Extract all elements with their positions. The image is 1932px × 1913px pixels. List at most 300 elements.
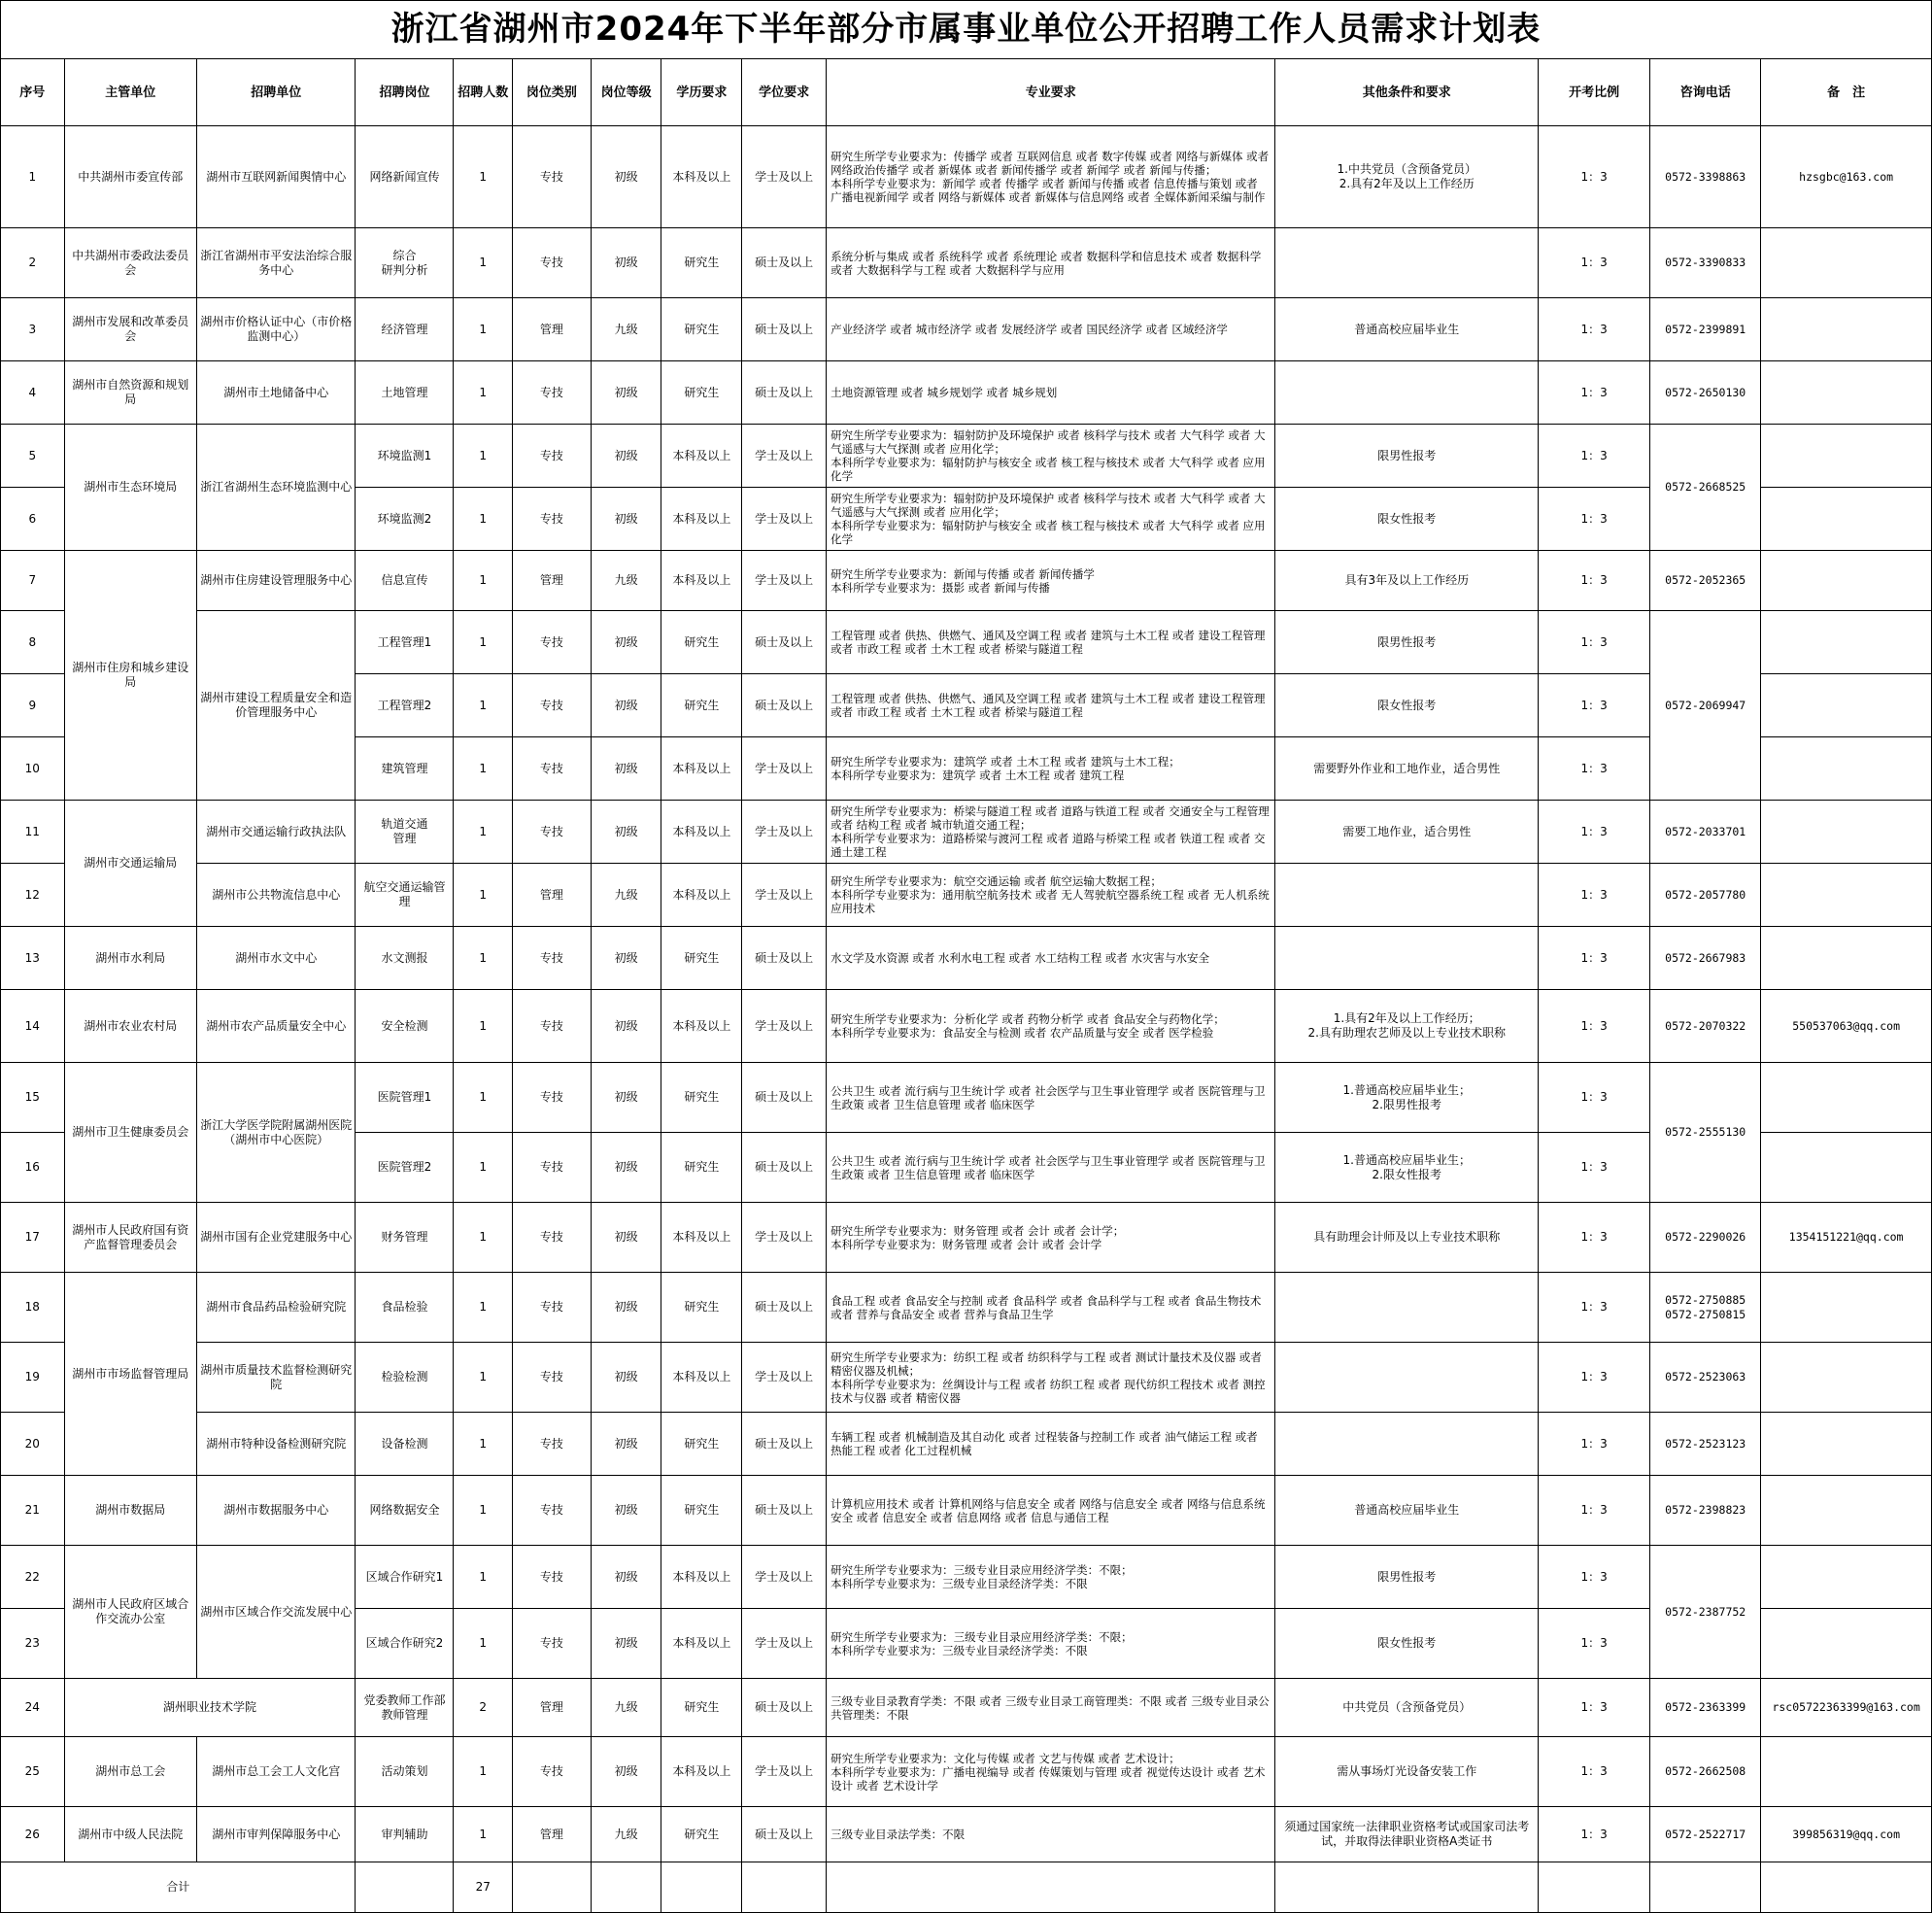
cell-other: 普通高校应届毕业生 (1275, 1476, 1539, 1546)
header-other: 其他条件和要求 (1275, 59, 1539, 126)
cell-type: 专技 (513, 361, 592, 425)
cell-seq: 15 (1, 1063, 65, 1133)
cell-major: 研究生所学专业要求为：三级专业目录应用经济学类：不限； 本科所学专业要求为：三级专业目录经济学类：不限 (827, 1546, 1275, 1609)
cell-post: 网络数据安全 (356, 1476, 454, 1546)
cell-post: 工程管理2 (356, 674, 454, 737)
cell-phone: 0572-2033701 (1650, 801, 1761, 864)
cell-dept: 湖州市数据局 (64, 1476, 196, 1546)
cell-other (1275, 864, 1539, 927)
cell-dept: 湖州市市场监督管理局 (64, 1273, 196, 1476)
cell-edu: 研究生 (661, 1273, 742, 1343)
cell-remark: 550537063@qq.com (1761, 990, 1932, 1063)
cell-unit: 湖州市质量技术监督检测研究院 (196, 1343, 356, 1413)
cell-degree: 学士及以上 (742, 1203, 827, 1273)
cell-type: 管理 (513, 864, 592, 927)
cell-remark: rsc05722363399@163.com (1761, 1679, 1932, 1737)
cell-other (1275, 1413, 1539, 1476)
cell-post: 网络新闻宣传 (356, 126, 454, 228)
cell-major: 水文学及水资源 或者 水利水电工程 或者 水工结构工程 或者 水灾害与水安全 (827, 927, 1275, 990)
cell-post: 医院管理2 (356, 1133, 454, 1203)
cell-post: 食品检验 (356, 1273, 454, 1343)
cell-major: 研究生所学专业要求为：文化与传媒 或者 文艺与传媒 或者 艺术设计； 本科所学专业要求为：广播电视编导 或者 传媒策划与管理 或者 视觉传达设计 或者 艺术设计 或者 艺术设计学 (827, 1737, 1275, 1807)
cell-major: 研究生所学专业要求为：航空交通运输 或者 航空运输大数据工程； 本科所学专业要求为：通用航空航务技术 或者 无人驾驶航空器系统工程 或者 无人机系统应用技术 (827, 864, 1275, 927)
cell-type: 专技 (513, 1273, 592, 1343)
cell-degree: 学士及以上 (742, 425, 827, 488)
cell-unit: 湖州市国有企业党建服务中心 (196, 1203, 356, 1273)
cell-phone: 0572-2057780 (1650, 864, 1761, 927)
cell-other: 1.普通高校应届毕业生； 2.限女性报考 (1275, 1133, 1539, 1203)
cell-other: 须通过国家统一法律职业资格考试或国家司法考试，并取得法律职业资格A类证书 (1275, 1807, 1539, 1862)
cell-post: 活动策划 (356, 1737, 454, 1807)
header-dept: 主管单位 (64, 59, 196, 126)
cell-major: 研究生所学专业要求为：新闻与传播 或者 新闻传播学 本科所学专业要求为：摄影 或者 新闻与传播 (827, 551, 1275, 611)
cell-major: 研究生所学专业要求为：纺织工程 或者 纺织科学与工程 或者 测试计量技术及仪器 或者 精密仪器及机械； 本科所学专业要求为：丝绸设计与工程 或者 纺织工程 或者 现代纺织工程技术 或者 测控技术与仪器 或者 精密仪器 (827, 1343, 1275, 1413)
cell-ratio: 1：3 (1539, 1063, 1650, 1133)
cell-ratio: 1：3 (1539, 1203, 1650, 1273)
cell-degree: 硕士及以上 (742, 1273, 827, 1343)
cell-unit: 湖州市建设工程质量安全和造价管理服务中心 (196, 611, 356, 801)
cell-other (1275, 927, 1539, 990)
cell-seq: 9 (1, 674, 65, 737)
cell-dept: 湖州市自然资源和规划局 (64, 361, 196, 425)
cell-num: 2 (454, 1679, 513, 1737)
cell-dept: 湖州市发展和改革委员会 (64, 298, 196, 361)
cell-post: 区域合作研究1 (356, 1546, 454, 1609)
cell-post: 医院管理1 (356, 1063, 454, 1133)
cell-dept: 湖州市卫生健康委员会 (64, 1063, 196, 1203)
cell-unit: 湖州市水文中心 (196, 927, 356, 990)
cell-edu: 研究生 (661, 1413, 742, 1476)
cell-ratio: 1：3 (1539, 801, 1650, 864)
cell-phone: 0572-2662508 (1650, 1737, 1761, 1807)
cell-degree: 学士及以上 (742, 488, 827, 551)
cell-major: 研究生所学专业要求为：三级专业目录应用经济学类：不限； 本科所学专业要求为：三级专业目录经济学类：不限 (827, 1609, 1275, 1679)
cell-seq: 20 (1, 1413, 65, 1476)
cell-edu: 研究生 (661, 228, 742, 298)
cell-unit: 湖州市数据服务中心 (196, 1476, 356, 1546)
cell-unit: 湖州市土地储备中心 (196, 361, 356, 425)
cell-remark (1761, 228, 1932, 298)
cell-seq: 21 (1, 1476, 65, 1546)
cell-degree: 学士及以上 (742, 737, 827, 801)
table-row (1, 927, 1932, 990)
cell-level: 九级 (591, 1679, 661, 1737)
cell-num: 1 (454, 1063, 513, 1133)
cell-post: 综合 研判分析 (356, 228, 454, 298)
cell-type: 专技 (513, 1133, 592, 1203)
cell-num: 1 (454, 228, 513, 298)
cell-level: 九级 (591, 298, 661, 361)
cell-level: 初级 (591, 488, 661, 551)
cell-ratio: 1：3 (1539, 425, 1650, 488)
cell-degree: 硕士及以上 (742, 1476, 827, 1546)
cell-level: 初级 (591, 1203, 661, 1273)
cell-degree: 学士及以上 (742, 126, 827, 228)
cell-edu: 本科及以上 (661, 1737, 742, 1807)
cell-num: 1 (454, 864, 513, 927)
total-empty (356, 1862, 454, 1913)
cell-level: 初级 (591, 1546, 661, 1609)
cell-dept: 中共湖州市委政法委员会 (64, 228, 196, 298)
cell-edu: 本科及以上 (661, 126, 742, 228)
cell-type: 专技 (513, 1546, 592, 1609)
header-level: 岗位等级 (591, 59, 661, 126)
cell-edu: 本科及以上 (661, 488, 742, 551)
cell-phone: 0572-2750885 0572-2750815 (1650, 1273, 1761, 1343)
cell-edu: 本科及以上 (661, 990, 742, 1063)
cell-other (1275, 1273, 1539, 1343)
cell-dept: 湖州职业技术学院 (64, 1679, 356, 1737)
header-num: 招聘人数 (454, 59, 513, 126)
table-row (1, 1737, 1932, 1807)
cell-edu: 本科及以上 (661, 1203, 742, 1273)
table-row (1, 361, 1932, 425)
cell-major: 车辆工程 或者 机械制造及其自动化 或者 过程装备与控制工作 或者 油气储运工程 或者 热能工程 或者 化工过程机械 (827, 1413, 1275, 1476)
table-row (1, 425, 1932, 488)
table-row (1, 298, 1932, 361)
cell-seq: 3 (1, 298, 65, 361)
cell-seq: 13 (1, 927, 65, 990)
cell-dept: 湖州市人民政府区域合作交流办公室 (64, 1546, 196, 1679)
cell-post: 土地管理 (356, 361, 454, 425)
cell-major: 研究生所学专业要求为：传播学 或者 互联网信息 或者 数字传媒 或者 网络与新媒体 或者 网络政治传播学 或者 新媒体 或者 新闻传播学 或者 新闻学 或者 新闻与传播； 本科所学专业要求为：新闻学 或者 传播学 或者 新闻与传播 或者 信息传播与策划 或者 广播电视新闻学 或者 网络与新媒体 或者 新媒体与信息网络 或者 全媒体新闻采编与制作 (827, 126, 1275, 228)
cell-other: 限男性报考 (1275, 611, 1539, 674)
cell-level: 初级 (591, 927, 661, 990)
cell-level: 初级 (591, 228, 661, 298)
cell-other: 1.具有2年及以上工作经历； 2.具有助理农艺师及以上专业技术职称 (1275, 990, 1539, 1063)
cell-level: 初级 (591, 990, 661, 1063)
cell-type: 专技 (513, 1203, 592, 1273)
cell-ratio: 1：3 (1539, 1413, 1650, 1476)
header-major: 专业要求 (827, 59, 1275, 126)
cell-major: 三级专业目录法学类：不限 (827, 1807, 1275, 1862)
cell-remark (1761, 1546, 1932, 1609)
cell-ratio: 1：3 (1539, 1546, 1650, 1609)
cell-remark: 399856319@qq.com (1761, 1807, 1932, 1862)
cell-num: 1 (454, 801, 513, 864)
table-row (1, 1413, 1932, 1476)
table-row (1, 801, 1932, 864)
cell-other (1275, 228, 1539, 298)
cell-type: 专技 (513, 1343, 592, 1413)
cell-type: 专技 (513, 1476, 592, 1546)
cell-other (1275, 1343, 1539, 1413)
cell-major: 研究生所学专业要求为：建筑学 或者 土木工程 或者 建筑与土木工程； 本科所学专业要求为：建筑学 或者 土木工程 或者 建筑工程 (827, 737, 1275, 801)
cell-degree: 硕士及以上 (742, 927, 827, 990)
cell-remark (1761, 425, 1932, 488)
cell-level: 初级 (591, 1273, 661, 1343)
table-row (1, 1203, 1932, 1273)
cell-other: 具有3年及以上工作经历 (1275, 551, 1539, 611)
cell-ratio: 1：3 (1539, 1476, 1650, 1546)
cell-num: 1 (454, 1476, 513, 1546)
cell-phone: 0572-2668525 (1650, 425, 1761, 551)
cell-level: 初级 (591, 737, 661, 801)
cell-major: 公共卫生 或者 流行病与卫生统计学 或者 社会医学与卫生事业管理学 或者 医院管理与卫生政策 或者 卫生信息管理 或者 临床医学 (827, 1133, 1275, 1203)
cell-num: 1 (454, 361, 513, 425)
table-header-row (1, 59, 1932, 126)
cell-other: 1.中共党员（含预备党员） 2.具有2年及以上工作经历 (1275, 126, 1539, 228)
cell-level: 九级 (591, 864, 661, 927)
header-post: 招聘岗位 (356, 59, 454, 126)
cell-seq: 2 (1, 228, 65, 298)
cell-remark (1761, 1133, 1932, 1203)
cell-remark (1761, 1343, 1932, 1413)
cell-level: 初级 (591, 1063, 661, 1133)
cell-seq: 11 (1, 801, 65, 864)
cell-other: 限男性报考 (1275, 1546, 1539, 1609)
cell-type: 管理 (513, 551, 592, 611)
cell-num: 1 (454, 1807, 513, 1862)
cell-other: 需要工地作业，适合男性 (1275, 801, 1539, 864)
cell-num: 1 (454, 611, 513, 674)
cell-edu: 研究生 (661, 1133, 742, 1203)
cell-level: 初级 (591, 1133, 661, 1203)
cell-other: 中共党员（含预备党员） (1275, 1679, 1539, 1737)
cell-type: 专技 (513, 1413, 592, 1476)
cell-phone: 0572-2052365 (1650, 551, 1761, 611)
cell-seq: 26 (1, 1807, 65, 1862)
cell-major: 研究生所学专业要求为：桥梁与隧道工程 或者 道路与铁道工程 或者 交通安全与工程管理 或者 结构工程 或者 城市轨道交通工程； 本科所学专业要求为：道路桥梁与渡河工程 或者 道路与桥梁工程 或者 铁道工程 或者 交通土建工程 (827, 801, 1275, 864)
cell-level: 初级 (591, 674, 661, 737)
cell-major: 三级专业目录教育学类：不限 或者 三级专业目录工商管理类：不限 或者 三级专业目录公共管理类：不限 (827, 1679, 1275, 1737)
cell-remark (1761, 1476, 1932, 1546)
cell-unit: 湖州市互联网新闻舆情中心 (196, 126, 356, 228)
cell-type: 专技 (513, 737, 592, 801)
table-row (1, 990, 1932, 1063)
cell-major: 系统分析与集成 或者 系统科学 或者 系统理论 或者 数据科学和信息技术 或者 数据科学 或者 大数据科学与工程 或者 大数据科学与应用 (827, 228, 1275, 298)
cell-other: 限女性报考 (1275, 674, 1539, 737)
cell-seq: 7 (1, 551, 65, 611)
header-unit: 招聘单位 (196, 59, 356, 126)
cell-edu: 研究生 (661, 1807, 742, 1862)
cell-degree: 硕士及以上 (742, 1063, 827, 1133)
cell-post: 区域合作研究2 (356, 1609, 454, 1679)
cell-post: 设备检测 (356, 1413, 454, 1476)
cell-seq: 12 (1, 864, 65, 927)
cell-remark (1761, 1609, 1932, 1679)
cell-ratio: 1：3 (1539, 1679, 1650, 1737)
cell-phone: 0572-2387752 (1650, 1546, 1761, 1679)
cell-type: 管理 (513, 1807, 592, 1862)
cell-remark: 1354151221@qq.com (1761, 1203, 1932, 1273)
cell-num: 1 (454, 551, 513, 611)
cell-post: 轨道交通 管理 (356, 801, 454, 864)
cell-degree: 硕士及以上 (742, 1413, 827, 1476)
cell-degree: 硕士及以上 (742, 1133, 827, 1203)
cell-type: 管理 (513, 298, 592, 361)
cell-degree: 硕士及以上 (742, 298, 827, 361)
cell-ratio: 1：3 (1539, 1737, 1650, 1807)
cell-dept: 湖州市农业农村局 (64, 990, 196, 1063)
cell-seq: 8 (1, 611, 65, 674)
cell-degree: 学士及以上 (742, 864, 827, 927)
cell-dept: 湖州市水利局 (64, 927, 196, 990)
cell-ratio: 1：3 (1539, 864, 1650, 927)
cell-major: 产业经济学 或者 城市经济学 或者 发展经济学 或者 国民经济学 或者 区域经济学 (827, 298, 1275, 361)
cell-post: 财务管理 (356, 1203, 454, 1273)
cell-major: 研究生所学专业要求为：辐射防护及环境保护 或者 核科学与技术 或者 大气科学 或者 大气遥感与大气探测 或者 应用化学； 本科所学专业要求为：辐射防护与核安全 或者 核工程与核技术 或者 大气科学 或者 应用化学 (827, 425, 1275, 488)
cell-edu: 研究生 (661, 1476, 742, 1546)
cell-major: 食品工程 或者 食品安全与控制 或者 食品科学 或者 食品科学与工程 或者 食品生物技术 或者 营养与食品安全 或者 营养与食品卫生学 (827, 1273, 1275, 1343)
table-row (1, 551, 1932, 611)
cell-remark (1761, 1063, 1932, 1133)
cell-remark (1761, 488, 1932, 551)
cell-degree: 学士及以上 (742, 1343, 827, 1413)
cell-major: 土地资源管理 或者 城乡规划学 或者 城乡规划 (827, 361, 1275, 425)
cell-seq: 6 (1, 488, 65, 551)
cell-degree: 硕士及以上 (742, 1679, 827, 1737)
cell-edu: 本科及以上 (661, 737, 742, 801)
cell-degree: 硕士及以上 (742, 1807, 827, 1862)
cell-other: 具有助理会计师及以上专业技术职称 (1275, 1203, 1539, 1273)
cell-level: 初级 (591, 1413, 661, 1476)
table-row (1, 228, 1932, 298)
cell-ratio: 1：3 (1539, 927, 1650, 990)
recruitment-plan-table (0, 58, 1932, 1913)
cell-remark (1761, 361, 1932, 425)
cell-remark (1761, 927, 1932, 990)
cell-num: 1 (454, 1343, 513, 1413)
cell-num: 1 (454, 126, 513, 228)
table-row (1, 1679, 1932, 1737)
table-row (1, 126, 1932, 228)
cell-type: 专技 (513, 488, 592, 551)
cell-type: 专技 (513, 425, 592, 488)
table-row (1, 1807, 1932, 1862)
cell-phone: 0572-2555130 (1650, 1063, 1761, 1203)
cell-ratio: 1：3 (1539, 990, 1650, 1063)
cell-type: 专技 (513, 927, 592, 990)
cell-num: 1 (454, 990, 513, 1063)
cell-dept: 湖州市交通运输局 (64, 801, 196, 927)
total-row (1, 1862, 1932, 1913)
cell-post: 航空交通运输管理 (356, 864, 454, 927)
cell-ratio: 1：3 (1539, 551, 1650, 611)
header-remark: 备 注 (1761, 59, 1932, 126)
cell-level: 初级 (591, 1343, 661, 1413)
cell-num: 1 (454, 1203, 513, 1273)
cell-remark: hzsgbc@163.com (1761, 126, 1932, 228)
cell-dept: 湖州市生态环境局 (64, 425, 196, 551)
cell-unit: 湖州市住房建设管理服务中心 (196, 551, 356, 611)
header-ratio: 开考比例 (1539, 59, 1650, 126)
cell-major: 研究生所学专业要求为：分析化学 或者 药物分析学 或者 食品安全与药物化学； 本科所学专业要求为：食品安全与检测 或者 农产品质量与安全 或者 医学检验 (827, 990, 1275, 1063)
cell-num: 1 (454, 1133, 513, 1203)
cell-ratio: 1：3 (1539, 611, 1650, 674)
cell-degree: 学士及以上 (742, 1546, 827, 1609)
cell-phone: 0572-2399891 (1650, 298, 1761, 361)
cell-seq: 23 (1, 1609, 65, 1679)
cell-ratio: 1：3 (1539, 228, 1650, 298)
cell-remark (1761, 1273, 1932, 1343)
header-phone: 咨询电话 (1650, 59, 1761, 126)
cell-seq: 24 (1, 1679, 65, 1737)
cell-post: 环境监测1 (356, 425, 454, 488)
table-row (1, 1546, 1932, 1609)
cell-seq: 18 (1, 1273, 65, 1343)
cell-num: 1 (454, 1413, 513, 1476)
cell-edu: 研究生 (661, 298, 742, 361)
cell-post: 经济管理 (356, 298, 454, 361)
cell-unit: 湖州市食品药品检验研究院 (196, 1273, 356, 1343)
cell-type: 专技 (513, 228, 592, 298)
cell-degree: 学士及以上 (742, 1609, 827, 1679)
total-num: 27 (454, 1862, 513, 1913)
cell-degree: 硕士及以上 (742, 228, 827, 298)
cell-level: 初级 (591, 1609, 661, 1679)
cell-level: 初级 (591, 361, 661, 425)
cell-num: 1 (454, 1273, 513, 1343)
cell-unit: 湖州市特种设备检测研究院 (196, 1413, 356, 1476)
header-type: 岗位类别 (513, 59, 592, 126)
cell-level: 初级 (591, 801, 661, 864)
cell-post: 检验检测 (356, 1343, 454, 1413)
cell-post: 审判辅助 (356, 1807, 454, 1862)
cell-other: 1.普通高校应届毕业生； 2.限男性报考 (1275, 1063, 1539, 1133)
cell-remark (1761, 674, 1932, 737)
cell-remark (1761, 801, 1932, 864)
cell-remark (1761, 737, 1932, 801)
cell-unit: 浙江省湖州生态环境监测中心 (196, 425, 356, 551)
cell-phone: 0572-2398823 (1650, 1476, 1761, 1546)
cell-num: 1 (454, 1737, 513, 1807)
cell-edu: 研究生 (661, 674, 742, 737)
cell-type: 专技 (513, 1063, 592, 1133)
cell-dept: 湖州市人民政府国有资产监督管理委员会 (64, 1203, 196, 1273)
cell-edu: 研究生 (661, 927, 742, 990)
cell-edu: 本科及以上 (661, 1343, 742, 1413)
table-row (1, 1476, 1932, 1546)
cell-unit: 湖州市交通运输行政执法队 (196, 801, 356, 864)
cell-phone: 0572-3390833 (1650, 228, 1761, 298)
cell-other: 普通高校应届毕业生 (1275, 298, 1539, 361)
cell-ratio: 1：3 (1539, 1807, 1650, 1862)
cell-unit: 湖州市价格认证中心（市价格监测中心） (196, 298, 356, 361)
cell-degree: 硕士及以上 (742, 361, 827, 425)
cell-phone: 0572-2523123 (1650, 1413, 1761, 1476)
cell-degree: 学士及以上 (742, 801, 827, 864)
cell-seq: 4 (1, 361, 65, 425)
cell-phone: 0572-2290026 (1650, 1203, 1761, 1273)
cell-phone: 0572-2070322 (1650, 990, 1761, 1063)
cell-ratio: 1：3 (1539, 674, 1650, 737)
table-row (1, 864, 1932, 927)
cell-num: 1 (454, 425, 513, 488)
header-degree: 学位要求 (742, 59, 827, 126)
cell-type: 专技 (513, 126, 592, 228)
cell-seq: 25 (1, 1737, 65, 1807)
cell-edu: 本科及以上 (661, 864, 742, 927)
cell-unit: 湖州市总工会工人文化宫 (196, 1737, 356, 1807)
cell-post: 环境监测2 (356, 488, 454, 551)
cell-remark (1761, 611, 1932, 674)
cell-edu: 本科及以上 (661, 425, 742, 488)
cell-other: 限女性报考 (1275, 488, 1539, 551)
cell-type: 管理 (513, 1679, 592, 1737)
cell-level: 初级 (591, 1737, 661, 1807)
cell-ratio: 1：3 (1539, 126, 1650, 228)
cell-unit: 湖州市区域合作交流发展中心 (196, 1546, 356, 1679)
cell-major: 公共卫生 或者 流行病与卫生统计学 或者 社会医学与卫生事业管理学 或者 医院管理与卫生政策 或者 卫生信息管理 或者 临床医学 (827, 1063, 1275, 1133)
cell-degree: 学士及以上 (742, 990, 827, 1063)
cell-dept: 湖州市住房和城乡建设局 (64, 551, 196, 801)
cell-num: 1 (454, 298, 513, 361)
page-title: 浙江省湖州市2024年下半年部分市属事业单位公开招聘工作人员需求计划表 (0, 0, 1932, 58)
cell-major: 计算机应用技术 或者 计算机网络与信息安全 或者 网络与信息安全 或者 网络与信息系统安全 或者 信息安全 或者 信息网络 或者 信息与通信工程 (827, 1476, 1275, 1546)
cell-unit: 浙江大学医学院附属湖州医院（湖州市中心医院） (196, 1063, 356, 1203)
cell-type: 专技 (513, 990, 592, 1063)
